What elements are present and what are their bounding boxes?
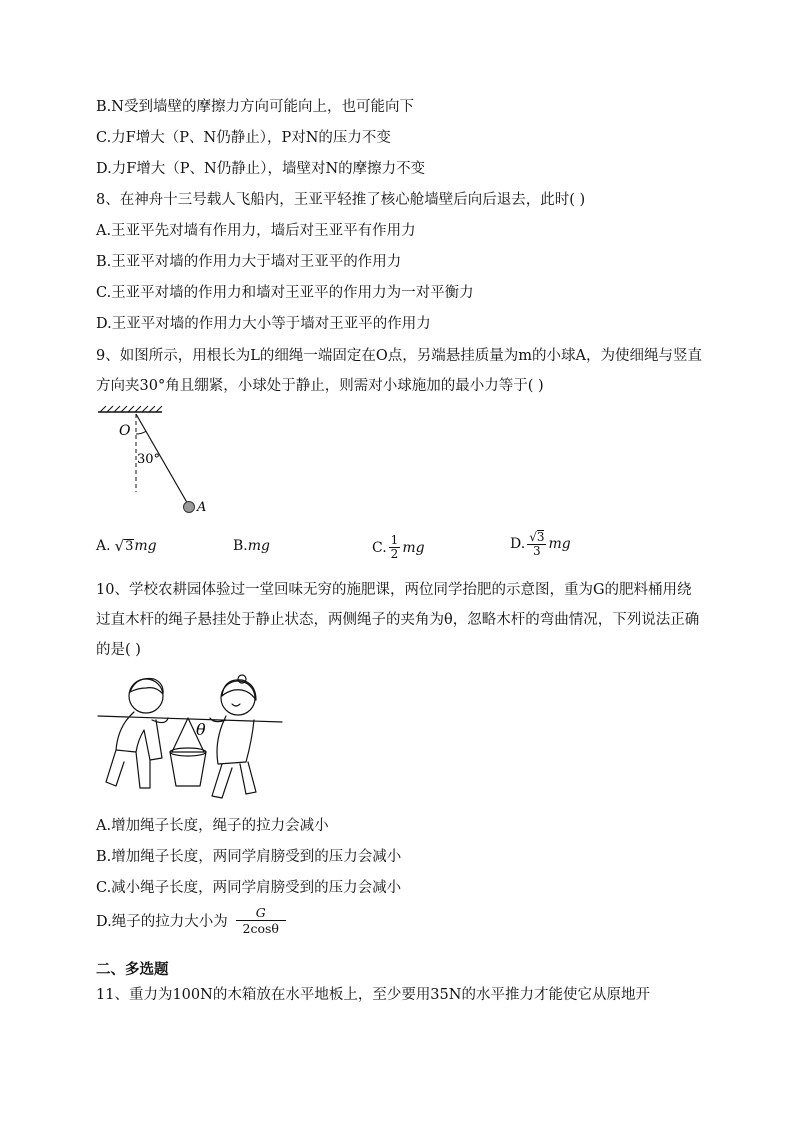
girl-hair [222,680,256,700]
q9-option-c: C. $\frac{1}{2}$ mg [372,533,425,561]
q10-option-b: B.增加绳子长度，两同学肩膀受到的压力会减小 [96,849,402,865]
q7-option-b: B.N受到墙壁的摩擦力方向可能向上，也可能向下 [96,99,414,115]
section-title: 二、多选题 [96,962,169,978]
fraction: $\frac{1}{2}$ [390,533,399,561]
q8-option-c: C.王亚平对墙的作用力和墙对王亚平的作用力为一对平衡力 [96,285,474,301]
bucket [170,752,206,786]
q9-option-b: B. mg [233,538,270,554]
boy-leg-left [106,750,124,786]
ceiling-hatch [100,406,162,412]
q8-stem: 8、在神舟十三号载人飞船内，王亚平轻推了核心舱墙壁后向后退去，此时( ) [96,192,586,208]
fraction: $\frac{G}{2\cos\theta}$ [236,905,286,936]
q8-option-d: D.王亚平对墙的作用力大小等于墙对王亚平的作用力 [96,316,431,332]
q11-stem: 11、重力为100N的木箱放在水平地板上，至少要用35N的水平推力才能使它从原地开 [96,987,650,1003]
q9-option-d: D. √ 3 3 mg [510,530,571,558]
ball-a [184,502,195,513]
q10-carrying-figure [96,670,286,805]
q9-pendulum-figure [96,404,216,522]
label-angle: 30° [137,452,161,467]
option-label: A. [96,538,111,554]
label-a: A [197,500,207,515]
boy-leg-right [136,752,150,788]
boy-body [116,712,162,760]
q10-option-c: C.减小绳子长度，两同学肩膀受到的压力会减小 [96,880,402,896]
girl-smile [232,704,240,706]
girl-body [217,716,254,764]
girl-leg-left [212,764,232,798]
label-o: O [119,423,131,439]
angle-arc [136,431,146,434]
q10-option-d: D.绳子的拉力大小为 $\frac{G}{2\cos\theta}$ [96,905,288,936]
q7-option-c: C.力F增大（P、N仍静止），P对N的压力不变 [96,130,391,146]
fraction: √ 3 3 [529,530,545,558]
girl-head [221,681,255,715]
rope-left [172,718,188,752]
sqrt-expr: √ 3 [114,536,134,555]
q9-stem: 9、如图所示，用根长为L的细绳一端固定在O点，另端悬挂质量为m的小球A，为使细绳与竖直方向夹30°角且绷紧，小球处于静止，则需对小球施加的最小力等于( ) [96,348,702,394]
q9-options [96,530,706,568]
q8-option-b: B.王亚平对墙的作用力大于墙对王亚平的作用力 [96,254,402,270]
boy-hair [130,679,163,694]
q10-stem: 10、学校农耕园体验过一堂回味无穷的施肥课，两位同学抬肥的示意图，重为G的肥料桶用绕过直木杆的绳子悬挂处于静止状态，两侧绳子的夹角为θ，忽略木杆的弯曲情况，下列说法正确的是( ) [96,582,700,658]
q8-option-a: A.王亚平先对墙有作用力，墙后对王亚平有作用力 [96,223,416,239]
q9-option-a: A. √ 3 mg [96,536,157,555]
label-theta: θ [196,720,206,739]
q7-option-d: D.力F增大（P、N仍静止），墙壁对N的摩擦力不变 [96,161,426,177]
q10-option-a: A.增加绳子长度，绳子的拉力会减小 [96,818,329,834]
girl-leg-right [240,762,256,794]
